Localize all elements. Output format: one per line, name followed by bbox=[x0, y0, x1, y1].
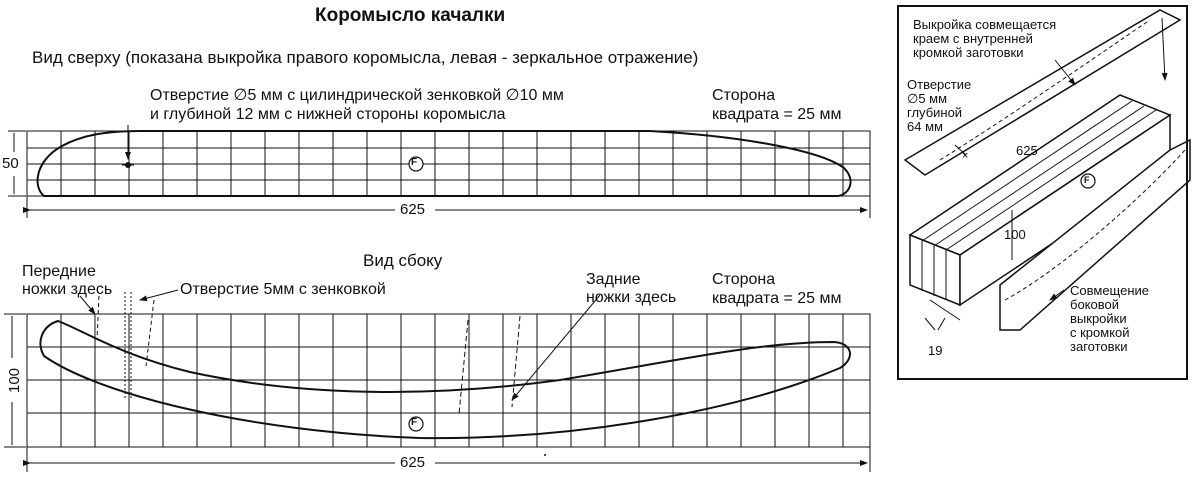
inset-pattern-note-line3: кромкой заготовки bbox=[913, 45, 1024, 60]
side-view-grid-note-line2: квадрата = 25 мм bbox=[712, 290, 842, 307]
top-view-grid-note-line1: Сторона bbox=[712, 87, 776, 104]
top-view-face-mark: F bbox=[411, 157, 418, 168]
side-view-length-dimension bbox=[27, 447, 870, 472]
top-view-length-label: 625 bbox=[400, 201, 426, 218]
side-view-leaders bbox=[80, 290, 600, 400]
side-view-length-label: 625 bbox=[400, 454, 426, 471]
inset-align-line1: Совмещение bbox=[1070, 283, 1149, 298]
svg-text:×: × bbox=[962, 150, 969, 162]
inset-hole-line2: ∅5 мм bbox=[907, 91, 948, 106]
front-legs-line1: Передние bbox=[22, 263, 96, 280]
page-title: Коромысло качалки bbox=[315, 5, 506, 26]
top-view-grid-note-line2: квадрата = 25 мм bbox=[712, 106, 842, 123]
side-view-height-label: 100 bbox=[6, 367, 24, 394]
top-view-length-dimension bbox=[27, 196, 870, 218]
front-leg-markings bbox=[97, 292, 154, 398]
inset-hole-line4: 64 мм bbox=[907, 119, 943, 134]
inset-length-label: 625 bbox=[1016, 143, 1038, 158]
rear-legs-line2: ножки здесь bbox=[586, 289, 677, 306]
rear-legs-line1: Задние bbox=[586, 271, 641, 288]
inset-align-line2: боковой bbox=[1070, 297, 1119, 312]
rear-leg-markings bbox=[459, 316, 520, 414]
inset-face-mark: F bbox=[1084, 175, 1090, 185]
inset-thickness-label: 19 bbox=[928, 343, 943, 358]
inset-frame bbox=[897, 5, 1188, 380]
inset-align-line3: выкройки bbox=[1070, 311, 1127, 326]
inset-align-line5: заготовки bbox=[1070, 339, 1128, 354]
top-view-hole-note-line2: и глубиной 12 мм с нижней стороны коромысла bbox=[150, 106, 506, 123]
top-view-heading: Вид сверху (показана выкройка правого коромысла, левая - зеркальное отражение) bbox=[32, 48, 699, 67]
side-view-heading: Вид сбоку bbox=[363, 251, 443, 270]
side-view-face-mark: F bbox=[411, 417, 418, 428]
inset-pattern-note-line2: краем с внутренней bbox=[913, 31, 1033, 46]
inset-height-label: 100 bbox=[1004, 227, 1026, 242]
inset-align-line4: с кромкой bbox=[1070, 325, 1130, 340]
side-view-hole-note: Отверстие 5мм с зенковкой bbox=[180, 281, 386, 298]
side-view-grid bbox=[27, 314, 870, 447]
front-legs-line2: ножки здесь bbox=[22, 281, 113, 298]
top-view-height-label: 50 bbox=[2, 155, 19, 172]
inset-hole-line3: глубиной bbox=[907, 105, 963, 120]
top-view-hole-note-line1: Отверстие ∅5 мм с цилиндрической зенковкой ∅10 мм bbox=[150, 87, 564, 104]
side-view-grid-note-line1: Сторона bbox=[712, 271, 776, 288]
inset-pattern-note-line1: Выкройка совмещается bbox=[913, 17, 1057, 32]
inset-hole-line1: Отверстие bbox=[907, 77, 972, 92]
